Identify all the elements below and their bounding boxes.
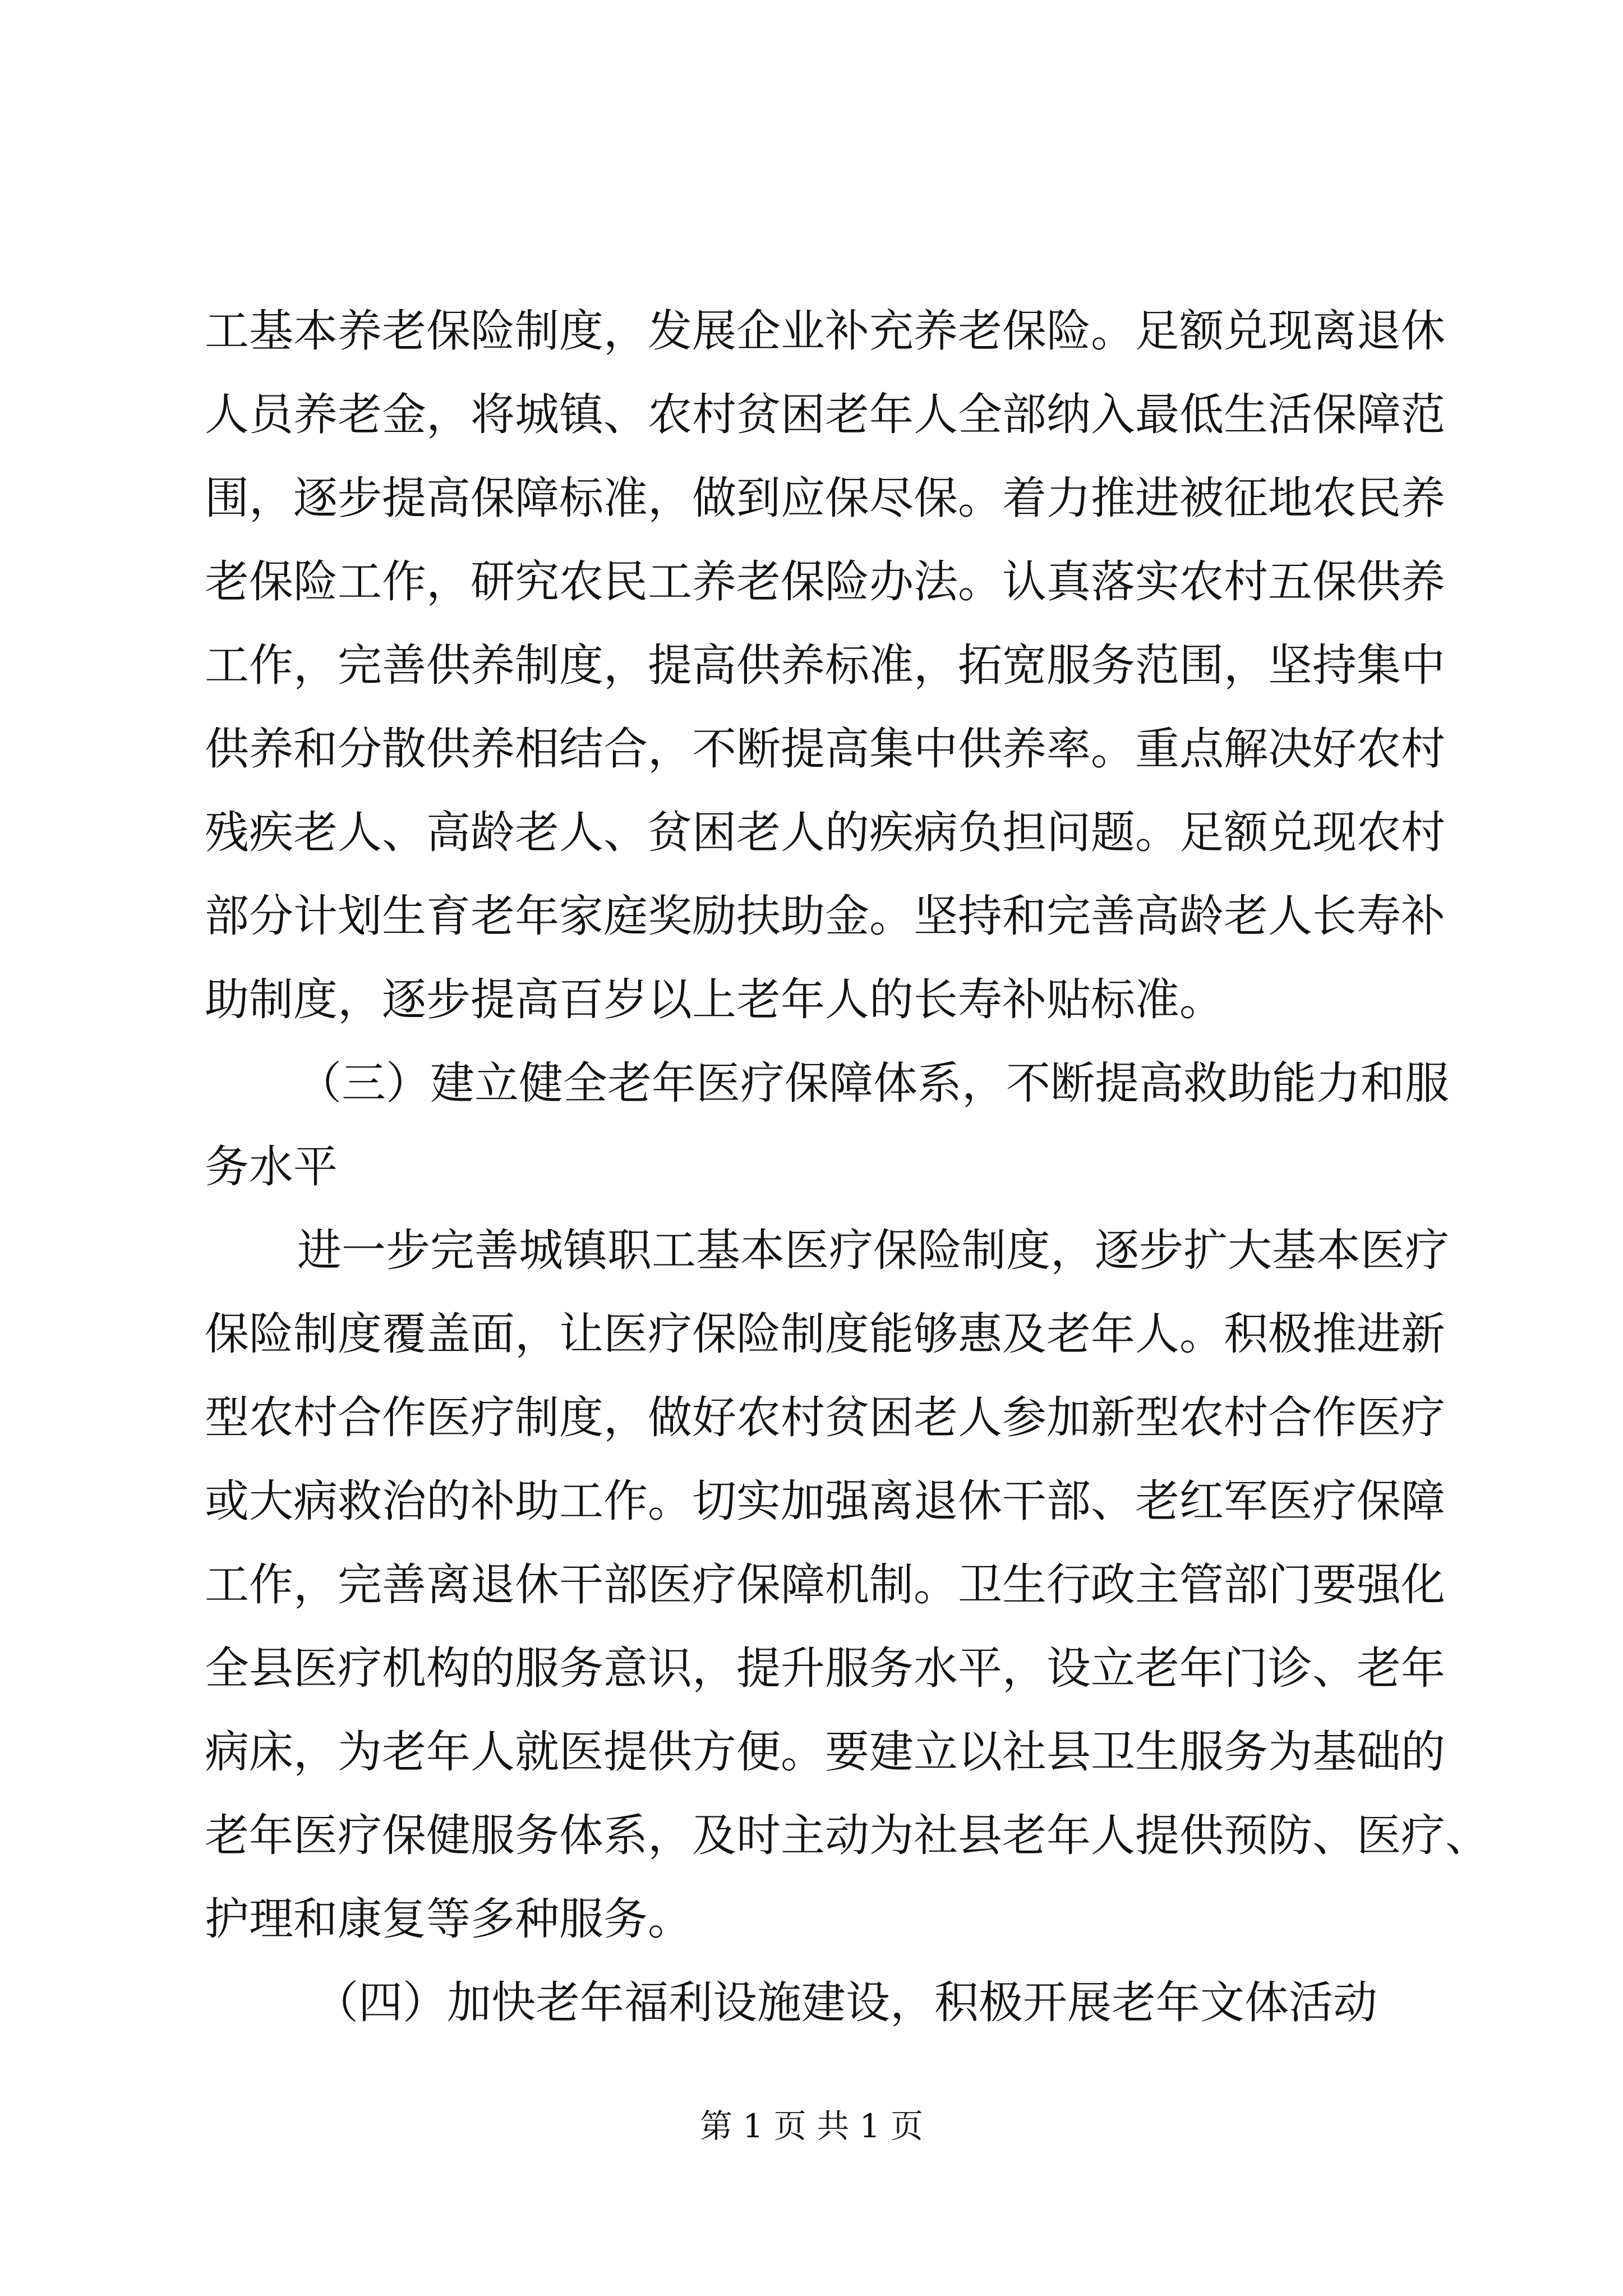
body-text-line: 工基本养老保险制度，发展企业补充养老保险。足额兑现离退休: [205, 305, 1445, 357]
body-text-line: 供养和分散供养相结合，不断提高集中供养率。重点解决好农村: [205, 723, 1445, 775]
body-text-line: 助制度，逐步提高百岁以上老年人的长寿补贴标准。: [205, 974, 1224, 1025]
body-text-line: 保险制度覆盖面，让医疗保险制度能够惠及老年人。积极推进新: [205, 1308, 1445, 1360]
body-text-line: 老年医疗保健服务体系，及时主动为社县老年人提供预防、医疗、: [205, 1810, 1490, 1861]
body-text-line: 病床，为老年人就医提供方便。要建立以社县卫生服务为基础的: [205, 1726, 1445, 1778]
body-text-line: 老保险工作，研究农民工养老保险办法。认真落实农村五保供养: [205, 556, 1445, 608]
body-text-line: 人员养老金，将城镇、农村贫困老年人全部纳入最低生活保障范: [205, 389, 1445, 440]
body-text-line: 残疾老人、高龄老人、贫困老人的疾病负担问题。足额兑现农村: [205, 807, 1445, 858]
section-heading-line: （四）加快老年福利设施建设，积极开展老年文体活动: [314, 1977, 1377, 2028]
section-heading-line: （三）建立健全老年医疗保障体系，不断提高救助能力和服: [297, 1057, 1449, 1109]
body-text-line: 型农村合作医疗制度，做好农村贫困老人参加新型农村合作医疗: [205, 1392, 1445, 1443]
body-text-line: 工作，完善供养制度，提高供养标准，拓宽服务范围，坚持集中: [205, 639, 1445, 691]
section-heading-line: 务水平: [205, 1141, 338, 1193]
body-text-line: 全县医疗机构的服务意识，提升服务水平，设立老年门诊、老年: [205, 1642, 1445, 1694]
body-text-line: 围，逐步提高保障标准，做到应保尽保。着力推进被征地农民养: [205, 472, 1445, 524]
body-text-line: 或大病救治的补助工作。切实加强离退休干部、老红军医疗保障: [205, 1475, 1445, 1527]
body-text-line: 护理和康复等多种服务。: [205, 1893, 692, 1945]
page-footer: 第 1 页 共 1 页: [700, 2107, 923, 2145]
body-text-line: 进一步完善城镇职工基本医疗保险制度，逐步扩大基本医疗: [297, 1225, 1449, 1276]
body-text-line: 工作，完善离退休干部医疗保障机制。卫生行政主管部门要强化: [205, 1559, 1445, 1611]
body-text-line: 部分计划生育老年家庭奖励扶助金。坚持和完善高龄老人长寿补: [205, 890, 1445, 942]
